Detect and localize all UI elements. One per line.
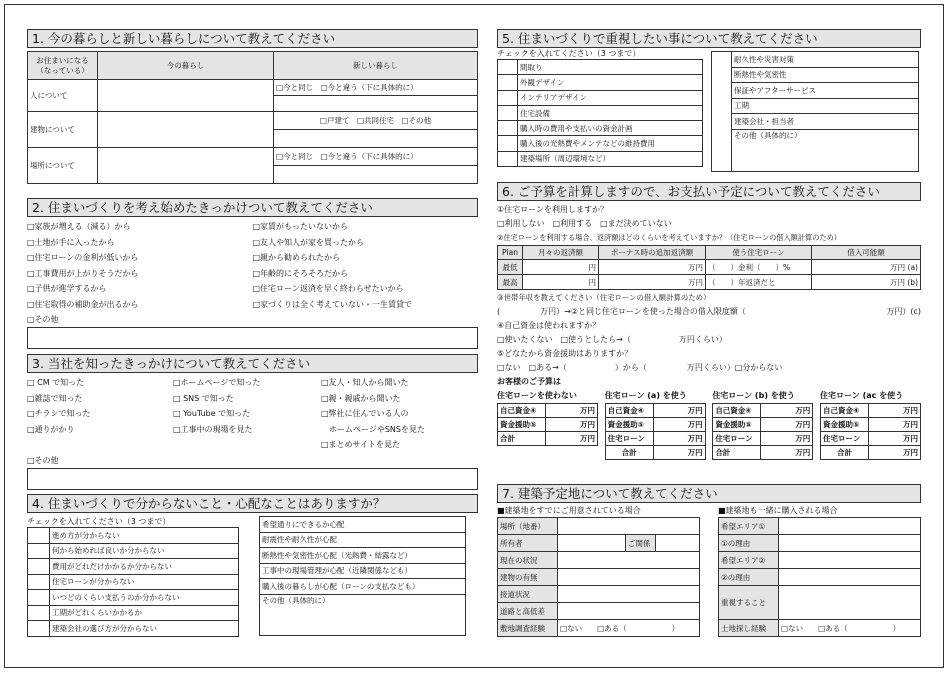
source-option[interactable]: □雑誌で知った [27, 393, 83, 403]
source-option[interactable]: □弊社に住んでいる人の [321, 409, 409, 418]
budget-value-field[interactable]: 万円 [761, 432, 813, 446]
header-current-life: 今の暮らし [98, 52, 274, 80]
source-option[interactable]: □通りがかり [27, 424, 75, 434]
worry-label: いつどのくらい支払うのか分からない [50, 590, 239, 606]
land-value-field[interactable] [779, 535, 921, 552]
checkbox-cell[interactable] [28, 543, 50, 559]
budget-value-field[interactable]: 万円 [653, 404, 705, 418]
checkbox-cell[interactable] [498, 90, 518, 105]
section-6 [497, 182, 921, 460]
loan-plan-min: 最低 [498, 260, 523, 275]
section-5-intro: チェックを入れてください（3 つまで） [497, 49, 641, 58]
budget-row-label: 合計 [713, 446, 761, 460]
budget-row-label: 自己資金④ [498, 404, 546, 418]
trigger-option[interactable]: □友人や知人が家を買ったから [252, 237, 365, 247]
section-6-title: 6. ご予算を計算しますので、お支払い予定について教えてください [497, 182, 921, 201]
priority-label: 外観デザイン [518, 75, 703, 90]
new-people-options[interactable]: □今と同じ □今と違う（下に具体的に） [274, 80, 478, 96]
checkbox-cell[interactable] [498, 121, 518, 136]
loan-col-loan: 使う住宅ローン [706, 246, 812, 260]
land-row-label: ②の理由 [719, 569, 779, 586]
priority-other-option[interactable]: その他（具体的に） [732, 129, 919, 171]
land-row-label: 所有者 [498, 535, 558, 552]
amount-a-field[interactable]: 万円 (a) [812, 260, 921, 275]
budget-group-title: 住宅ローンを使わない [497, 391, 577, 400]
priority-option[interactable]: 耐久性や災害対策 [732, 52, 919, 68]
checkbox-cell[interactable] [28, 528, 50, 544]
checkbox-cell[interactable] [498, 105, 518, 120]
section-1 [27, 29, 478, 184]
land-row-label: 希望エリア① [719, 518, 779, 535]
worry-option[interactable]: 購入後の暮らしが心配（ローンの支払なども） [260, 579, 466, 595]
current-building-field[interactable] [98, 112, 274, 148]
trigger-option[interactable]: □家づくりは全く考えていない・一生賃貸で [252, 299, 413, 309]
source-option[interactable]: □工事中の現場を見た [173, 424, 253, 434]
source-option[interactable]: □ホームページで知った [173, 378, 261, 387]
trigger-option[interactable]: □家賃がもったいないから [252, 222, 349, 231]
new-building-detail-field[interactable] [274, 130, 478, 148]
land-row-label: 希望エリア② [719, 552, 779, 569]
budget-value-field[interactable]: 万円 [653, 432, 705, 446]
source-option[interactable]: □ CM で知った [27, 378, 85, 387]
budget-row-label: 自己資金④ [820, 404, 868, 418]
buy-land-title: ■建築地も一緒に購入される場合 [718, 506, 838, 515]
owner-field[interactable] [558, 535, 626, 552]
budget-row-label: 自己資金④ [713, 404, 761, 418]
checkbox-cell[interactable] [498, 75, 518, 90]
trigger-option[interactable]: □親から勧められたから [252, 253, 341, 262]
budget-value-field[interactable]: 万円 [868, 446, 920, 460]
budget-value-field[interactable]: 万円 [546, 404, 598, 418]
budget-row-label: 資金援助⑤ [713, 418, 761, 432]
budget-row-label: 合計 [605, 446, 653, 460]
land-value-field[interactable] [779, 552, 921, 569]
source-other-option[interactable]: □その他 [27, 455, 59, 465]
trigger-option[interactable]: □工事費用が上がりそうだから [27, 268, 139, 278]
section-2-right-options [253, 220, 479, 313]
row-label-place: 場所について [28, 148, 98, 184]
land-row-label: ①の理由 [719, 535, 779, 552]
worry-other-option[interactable]: その他（具体的に） [260, 594, 466, 635]
worry-label: 工期がどれくらいかかるか [50, 605, 239, 621]
section-5 [497, 29, 921, 172]
budget-group-loan-a [605, 389, 706, 460]
source-option[interactable]: □親・親戚から聞いた [321, 393, 401, 403]
priority-option[interactable]: 断熱性や気密性 [732, 67, 919, 83]
budget-row-label: 資金援助⑤ [605, 418, 653, 432]
new-place-detail-field[interactable] [274, 166, 478, 184]
own-land-title: ■建築地をすでにご用意されている場合 [497, 506, 641, 515]
trigger-option[interactable]: □子供が進学するから [27, 284, 107, 293]
source-option[interactable]: □友人・知人から聞いた [321, 378, 409, 387]
important-field[interactable] [779, 586, 921, 620]
checkbox-cell[interactable] [498, 151, 518, 166]
land-search-options[interactable]: □ない □ある（ ） [779, 620, 921, 637]
loan-col-amount: 借入可能額 [812, 246, 921, 260]
checkbox-cell[interactable] [28, 590, 50, 606]
worry-option[interactable]: 工事中の現場管理が心配（近隣関係なども） [260, 563, 466, 579]
budget-row-label: 合計 [820, 446, 868, 460]
land-row-label: 場所（地番） [498, 518, 558, 535]
own-land-table [497, 517, 700, 637]
checkbox-cell[interactable] [28, 605, 50, 621]
income-field[interactable]: ( 万円）→②と同じ住宅ローンを使った場合の借入限度額（ [497, 307, 746, 316]
worry-label: 何から始めれば良いか分からない [50, 543, 239, 559]
priority-label: 建築場所（周辺環境など） [518, 151, 703, 166]
checkbox-cell[interactable] [498, 136, 518, 151]
checkbox-cell[interactable] [28, 574, 50, 590]
new-building-options[interactable]: □戸建て □共同住宅 □その他 [274, 112, 478, 130]
section-3-col-2 [173, 376, 321, 454]
loan-col-bonus: ボーナス時の追加返済額 [599, 246, 706, 260]
worry-label: 進め方が分からない [50, 528, 239, 544]
budget-group-title: 住宅ローン (b) を使う [712, 391, 795, 400]
budget-value-field[interactable]: 万円 [653, 446, 705, 460]
section-2-title: 2. 住まいづくりを考え始めたきっかけついて教えてください [27, 198, 478, 217]
land-row-label: 建物の有無 [498, 569, 558, 586]
trigger-other-option[interactable]: □その他 [27, 315, 59, 324]
loan-plan-max: 最高 [498, 275, 523, 290]
budget-group-loan-b [712, 389, 813, 460]
land-value-field[interactable] [558, 603, 700, 620]
priorities-right-table [711, 51, 919, 172]
relation-label: ご関係 [626, 535, 656, 552]
budget-row-label: 住宅ローン [713, 432, 761, 446]
worry-label: 建築会社の選び方が分からない [50, 621, 239, 637]
checkbox-column[interactable] [712, 52, 732, 172]
budget-value-field[interactable]: 万円 [546, 432, 598, 446]
land-value-field[interactable] [558, 569, 700, 586]
bonus-max-field[interactable]: 万円 [599, 275, 706, 290]
q4-label: ④自己資金は使われますか？ [497, 321, 601, 330]
section-3 [27, 354, 478, 490]
land-value-field[interactable] [779, 569, 921, 586]
new-place-options[interactable]: □今と同じ □今と違う（下に具体的に） [274, 148, 478, 166]
header-new-life: 新しい暮らし [274, 52, 478, 80]
section-7-title: 7. 建築予定地について教えてください [497, 484, 921, 503]
budget-row-label: 資金援助⑤ [498, 418, 546, 432]
trigger-option[interactable]: □年齢的にそろそろだから [252, 268, 349, 278]
checkbox-cell[interactable] [498, 60, 518, 75]
q1-options[interactable]: □利用しない □利用する □まだ決めていない [497, 219, 672, 228]
monthly-max-field[interactable]: 円 [523, 275, 599, 290]
current-people-field[interactable] [98, 80, 274, 112]
priority-label: インテリアデザイン [518, 90, 703, 105]
section-4 [27, 494, 478, 637]
checkbox-cell[interactable] [28, 621, 50, 637]
loan-rate-field[interactable]: （ ）金利（ ）% [706, 260, 812, 275]
worry-label: 費用がどれだけかかるか分からない [50, 559, 239, 575]
bonus-min-field[interactable]: 万円 [599, 260, 706, 275]
q2-label: ②住宅ローンを利用する場合、返済額はどのくらいを考えていますか？（住宅ローンの借入額計算のため） [497, 233, 841, 242]
priority-label: 間取り [518, 60, 703, 75]
budget-row-label: 資金援助⑤ [820, 418, 868, 432]
budget-row-label: 合計 [498, 432, 546, 446]
priority-label: 住宅設備 [518, 105, 703, 120]
worry-option[interactable]: 希望通りにできるか心配 [260, 517, 466, 533]
worries-right-table [259, 516, 466, 636]
budget-value-field[interactable]: 万円 [868, 404, 920, 418]
trigger-other-field[interactable] [27, 327, 478, 349]
worry-option[interactable]: 断熱性や気密性が心配（光熱費・結露など） [260, 548, 466, 564]
land-row-label: 道路と高低差 [498, 603, 558, 620]
budget-row-label: 自己資金④ [605, 404, 653, 418]
budget-title: お客様のご予算は [497, 377, 561, 386]
source-other-field[interactable] [27, 468, 478, 490]
budget-group-title: 住宅ローン (a) を使う [604, 391, 687, 400]
source-option[interactable]: □ SNS で知った [173, 393, 234, 403]
trigger-option[interactable]: □家族が増える（減る）から [27, 222, 131, 231]
budget-value-field[interactable]: 万円 [761, 446, 813, 460]
amount-b-field[interactable]: 万円 (b) [812, 275, 921, 290]
header-residence: お住まいになる（なっている） [28, 52, 98, 80]
loan-col-monthly: 月々の返済額 [523, 246, 599, 260]
q4-options[interactable]: □使いたくない □使うとしたら→（ 万円くらい） [497, 335, 727, 344]
budget-value-field[interactable]: 万円 [868, 432, 920, 446]
budget-value-field[interactable]: 万円 [868, 418, 920, 432]
priority-option[interactable]: 保証やアフターサービス [732, 83, 919, 99]
section-1-title: 1. 今の暮らしと新しい暮らしについて教えてください [27, 29, 478, 48]
trigger-option[interactable]: □土地が手に入ったから [27, 237, 115, 247]
land-value-field[interactable] [558, 552, 700, 569]
section-1-table [27, 51, 478, 184]
budget-value-field[interactable]: 万円 [761, 418, 813, 432]
source-option[interactable]: □ YouTube で知った [173, 409, 251, 418]
q3-label: ③世帯年収を教えてください（住宅ローンの借入額計算のため） [497, 293, 711, 302]
row-label-people: 人について [28, 80, 98, 112]
budget-row-label: 住宅ローン [820, 432, 868, 446]
priorities-left-table [497, 59, 703, 167]
limit-c-field[interactable]: 万円）(c) [886, 307, 921, 316]
land-value-field[interactable] [558, 586, 700, 603]
section-5-title: 5. 住まいづくりで重視したい事について教えてください [497, 29, 921, 48]
budget-group-no-loan [497, 389, 598, 460]
worries-left-table [27, 527, 239, 637]
section-3-col-1 [27, 376, 173, 454]
worry-label: 住宅ローンが分からない [50, 574, 239, 590]
priority-label: 購入時の費用や支払いの資金計画 [518, 121, 703, 136]
land-row-label: 敷地調査経験 [498, 620, 558, 637]
current-place-field[interactable] [98, 148, 274, 184]
land-value-field[interactable] [779, 518, 921, 535]
q5-label: ⑤どなたから資金援助はありますか？ [497, 349, 633, 358]
section-7 [497, 484, 921, 637]
priority-option[interactable]: 建築会社・担当者 [732, 114, 919, 130]
budget-row-label: 住宅ローン [605, 432, 653, 446]
budget-group-loan-ac [820, 389, 921, 460]
budget-value-field[interactable]: 万円 [546, 418, 598, 432]
section-3-col-3 [321, 376, 478, 454]
trigger-option[interactable]: □住宅取得の補助金が出るから [27, 299, 139, 309]
trigger-option[interactable]: □住宅ローン返済を早く終わらせたいから [252, 284, 404, 293]
land-value-field[interactable] [558, 518, 700, 535]
trigger-option[interactable]: □住宅ローンの金利が低いから [27, 253, 139, 262]
new-people-detail-field[interactable] [274, 96, 478, 112]
relation-field[interactable] [656, 535, 700, 552]
land-row-label: 接道状況 [498, 586, 558, 603]
budget-value-field[interactable]: 万円 [761, 404, 813, 418]
land-row-label: 重視すること [719, 586, 779, 620]
section-2-left-options [27, 220, 253, 313]
land-row-label: 現在の状況 [498, 552, 558, 569]
buy-land-table [718, 517, 921, 637]
monthly-min-field[interactable]: 円 [523, 260, 599, 275]
source-option[interactable]: □まとめサイトを見た [321, 440, 400, 449]
loan-table [497, 245, 921, 290]
budget-group-title: 住宅ローン (ac を使う [819, 391, 904, 400]
section-4-title: 4. 住まいづくりで分からないこと・心配なことはありますか？ [27, 494, 478, 513]
row-label-building: 建物について [28, 112, 98, 148]
site-survey-options[interactable]: □ない □ある（ ） [558, 620, 700, 637]
q5-options[interactable]: □ない □ある→（ ）から（ 万円くらい）□分からない [497, 363, 783, 372]
priority-option[interactable]: 工期 [732, 98, 919, 114]
loan-years-field[interactable]: （ ）年返済だと [706, 275, 812, 290]
section-4-intro: チェックを入れてください（3 つまで） [27, 517, 171, 526]
priority-label: 購入後の光熱費やメンテなどの維持費用 [518, 136, 703, 151]
section-3-title: 3. 当社を知ったきっかけについて教えてください [27, 354, 478, 373]
source-option-continued: ホームページやSNSを見た [321, 424, 425, 434]
loan-col-plan: Plan [498, 246, 523, 260]
source-option[interactable]: □チラシで知った [27, 409, 91, 418]
worry-option[interactable]: 耐震性や耐久性が心配 [260, 532, 466, 548]
budget-value-field[interactable]: 万円 [653, 418, 705, 432]
q1-label: ①住宅ローンを利用しますか？ [497, 205, 609, 214]
land-row-label: 土地探し経験 [719, 620, 779, 637]
checkbox-cell[interactable] [28, 559, 50, 575]
section-2 [27, 198, 478, 349]
